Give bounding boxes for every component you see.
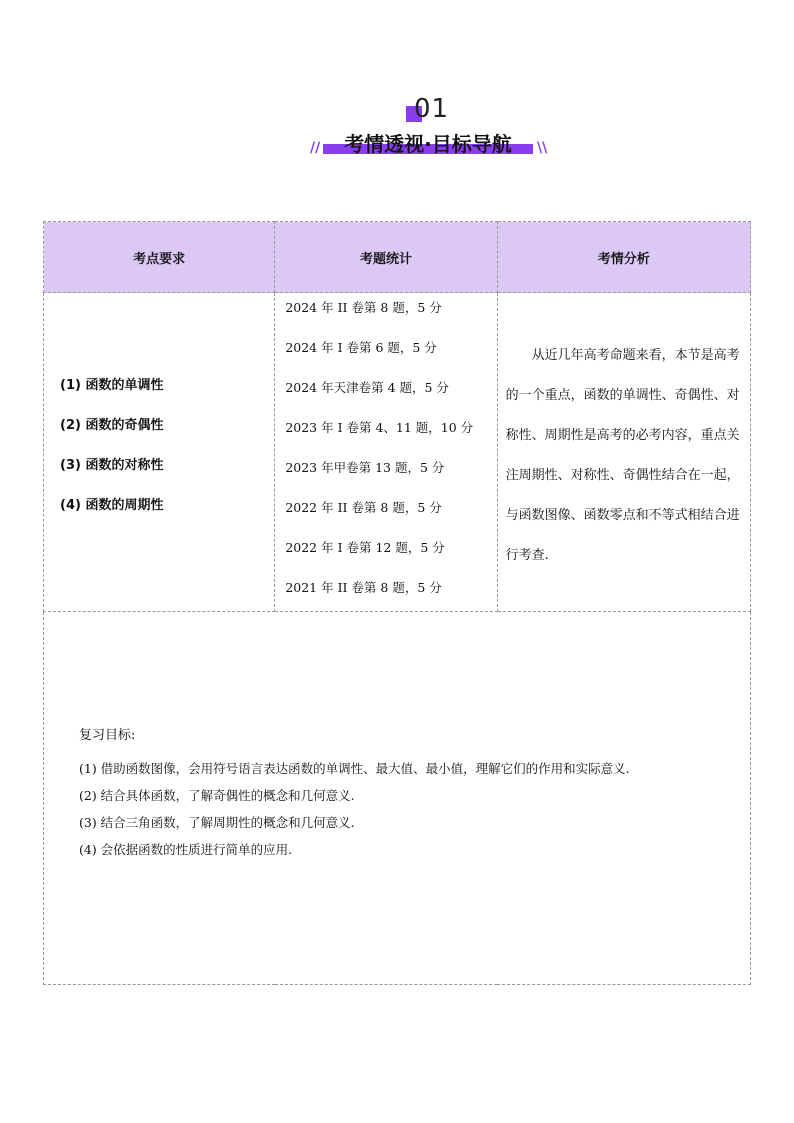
- statistics-cell: [275, 293, 497, 612]
- analysis-cell: [497, 293, 750, 612]
- section-header: [0, 90, 794, 170]
- goal-item: (3) 结合三角函数，了解周期性的概念和几何意义.: [79, 815, 355, 830]
- table-header-row: [44, 222, 751, 293]
- left-slash-decoration: //: [310, 140, 321, 156]
- exam-analysis-table: [43, 221, 751, 985]
- requirement-item: (3) 函数的对称性: [60, 458, 164, 473]
- goal-item: (1) 借助函数图像，会用符号语言表达函数的单调性、最大值、最小值，理解它们的作用和实际意义.: [79, 761, 630, 776]
- table-row: [44, 293, 751, 612]
- column-header: 考题统计: [275, 222, 497, 293]
- section-number: 01: [414, 94, 450, 124]
- column-header: 考情分析: [497, 222, 750, 293]
- statistic-item: 2023 年 I 卷第 4、11 题，10 分: [285, 420, 474, 435]
- section-title: 考情透视·目标导航: [344, 132, 512, 156]
- requirement-item: (4) 函数的周期性: [60, 498, 164, 513]
- requirement-item: (1) 函数的单调性: [60, 378, 164, 393]
- goals-cell: [44, 612, 751, 985]
- statistic-item: 2023 年甲卷第 13 题，5 分: [285, 460, 445, 475]
- goal-item: (4) 会依据函数的性质进行简单的应用.: [79, 842, 293, 857]
- statistic-item: 2022 年 II 卷第 8 题，5 分: [285, 500, 442, 515]
- analysis-text: 从近几年高考命题来看，本节是高考的一个重点，函数的单调性、奇偶性、对称性、周期性是高考的必考内容，重点关注周期性、对称性、奇偶性结合在一起，与函数图像、函数零点和不等式相结合进行考查.: [505, 348, 740, 563]
- requirements-cell: [44, 293, 275, 612]
- statistic-item: 2024 年 II 卷第 8 题，5 分: [285, 300, 442, 315]
- goals-row: [44, 612, 751, 985]
- goal-item: (2) 结合具体函数，了解奇偶性的概念和几何意义.: [79, 788, 355, 803]
- requirement-item: (2) 函数的奇偶性: [60, 418, 164, 433]
- right-slash-decoration: \\: [537, 140, 548, 156]
- statistic-item: 2021 年 II 卷第 8 题，5 分: [285, 580, 442, 595]
- statistic-item: 2024 年 I 卷第 6 题，5 分: [285, 340, 437, 355]
- column-header: 考点要求: [44, 222, 275, 293]
- goals-title: 复习目标:: [79, 728, 136, 743]
- statistic-item: 2024 年天津卷第 4 题，5 分: [285, 380, 449, 395]
- statistic-item: 2022 年 I 卷第 12 题，5 分: [285, 540, 445, 555]
